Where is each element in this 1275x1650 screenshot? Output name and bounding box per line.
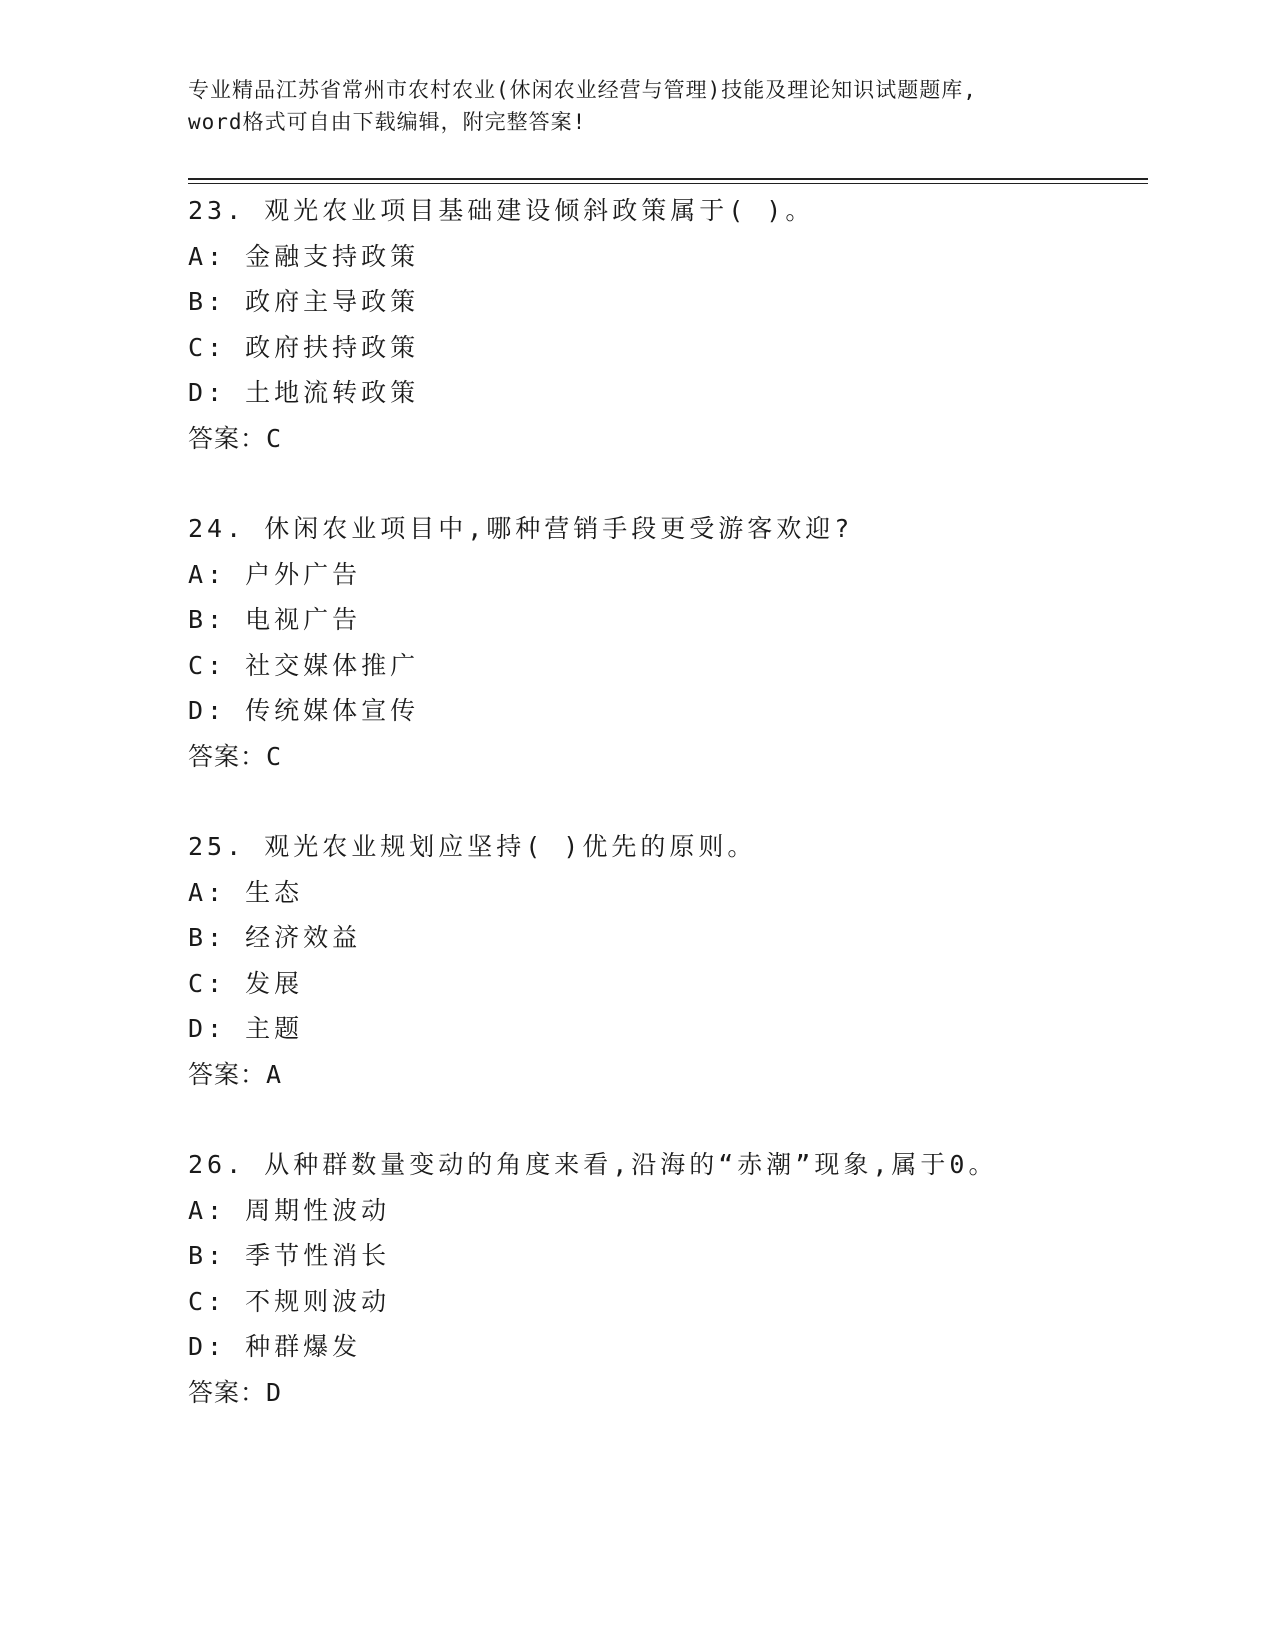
option-a: A: 周期性波动 xyxy=(188,1195,391,1225)
question-text: 24. 休闲农业项目中,哪种营销手段更受游客欢迎? xyxy=(188,514,854,543)
option-b: B: 季节性消长 xyxy=(188,1241,391,1270)
option-a: A: 生态 xyxy=(188,877,304,907)
answer-label: 答案： xyxy=(188,423,267,453)
document-page xyxy=(188,0,1148,1650)
header-line-2: word格式可自由下载编辑，附完整答案! xyxy=(188,110,587,134)
answer-value: A xyxy=(266,1059,283,1089)
option-c: C: 社交媒体推广 xyxy=(188,650,420,680)
question-26 xyxy=(188,1142,1148,1460)
answer-line xyxy=(188,1370,1148,1416)
answer-value: C xyxy=(266,741,283,771)
answer-label: 答案： xyxy=(188,1377,267,1407)
question-25 xyxy=(188,824,1148,1142)
answer-line xyxy=(188,416,1148,462)
header-line-1: 专业精品江苏省常州市农村农业(休闲农业经营与管理)技能及理论知识试题题库, xyxy=(188,78,977,102)
question-text: 25. 观光农业规划应坚持( )优先的原则。 xyxy=(188,832,757,861)
answer-label: 答案： xyxy=(188,741,267,771)
question-24 xyxy=(188,506,1148,824)
option-d: D: 种群爆发 xyxy=(188,1332,362,1361)
option-c: C: 不规则波动 xyxy=(188,1286,391,1316)
question-text: 26. 从种群数量变动的角度来看,沿海的“赤潮”现象,属于0。 xyxy=(188,1150,998,1179)
question-23 xyxy=(188,188,1148,506)
answer-line xyxy=(188,1052,1148,1098)
option-a: A: 金融支持政策 xyxy=(188,241,420,271)
answer-value: C xyxy=(266,423,283,453)
option-d: D: 主题 xyxy=(188,1014,304,1043)
option-b: B: 电视广告 xyxy=(188,605,362,634)
question-text: 23. 观光农业项目基础建设倾斜政策属于( )。 xyxy=(188,196,815,225)
option-b: B: 经济效益 xyxy=(188,923,362,952)
option-b: B: 政府主导政策 xyxy=(188,287,420,316)
document-header xyxy=(188,74,1088,138)
answer-label: 答案： xyxy=(188,1059,267,1089)
option-d: D: 土地流转政策 xyxy=(188,378,420,407)
option-c: C: 政府扶持政策 xyxy=(188,332,420,362)
header-divider xyxy=(188,178,1148,184)
question-list xyxy=(188,188,1148,1460)
option-c: C: 发展 xyxy=(188,968,304,998)
option-d: D: 传统媒体宣传 xyxy=(188,696,420,725)
answer-line xyxy=(188,734,1148,780)
answer-value: D xyxy=(266,1377,283,1407)
option-a: A: 户外广告 xyxy=(188,559,362,589)
